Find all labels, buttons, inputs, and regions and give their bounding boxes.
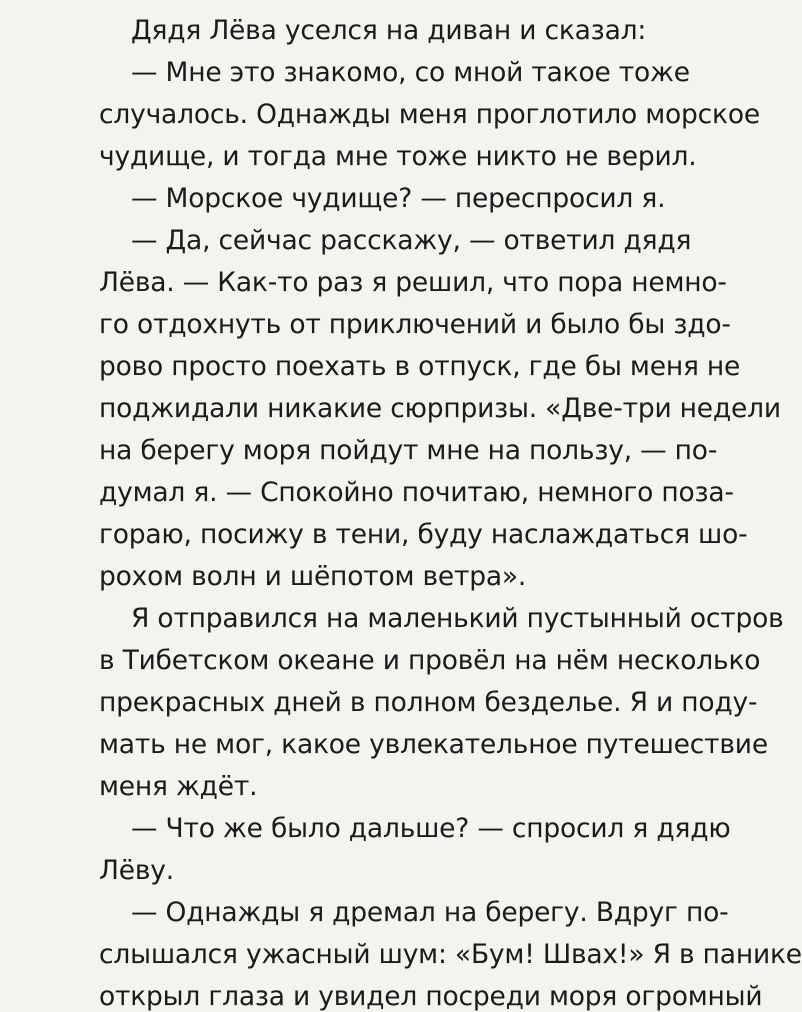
text-line: — Морское чудище? — переспросил я. — [131, 183, 666, 214]
text-line: Лёву. — [99, 855, 174, 886]
text-line: поджидали никакие сюрпризы. «Две-три недели — [99, 393, 781, 424]
text-line: прекрасных дней в полном безделье. Я и поду- — [99, 687, 758, 718]
text-line: слышался ужасный шум: «Бум! Швах!» Я в панике — [99, 939, 802, 970]
text-line: чудище, и тогда мне тоже никто не верил. — [99, 141, 697, 172]
text-line: Дядя Лёва уселся на диван и сказал: — [131, 15, 647, 46]
text-line: мать не мог, какое увлекательное путешествие — [99, 729, 768, 760]
text-line: думал я. — Спокойно почитаю, немного поза- — [99, 477, 734, 508]
text-line: в Тибетском океане и провёл на нём несколько — [99, 645, 761, 676]
text-line: Лёва. — Как-то раз я решил, что пора немно- — [99, 267, 727, 298]
text-line: Я отправился на маленький пустынный остров — [131, 603, 784, 634]
text-line: гораю, посижу в тени, буду наслаждаться шо- — [99, 519, 748, 550]
text-line: — Что же было дальше? — спросил я дядю — [131, 813, 731, 844]
text-line: случалось. Однажды меня проглотило морское — [99, 99, 760, 130]
text-line: — Однажды я дремал на берегу. Вдруг по- — [131, 897, 729, 928]
text-line: открыл глаза и увидел посреди моря огромный — [99, 981, 763, 1012]
text-line: — Мне это знакомо, со мной такое тоже — [131, 57, 690, 88]
text-line: на берегу моря пойдут мне на пользу, — по- — [99, 435, 718, 466]
text-line: — Да, сейчас расскажу, — ответил дядя — [131, 225, 692, 256]
text-line: го отдохнуть от приключений и было бы здо- — [99, 309, 731, 340]
text-line: меня ждёт. — [99, 771, 258, 802]
text-line: рохом волн и шёпотом ветра». — [99, 561, 527, 592]
text-line: рово просто поехать в отпуск, где бы меня не — [99, 351, 741, 382]
